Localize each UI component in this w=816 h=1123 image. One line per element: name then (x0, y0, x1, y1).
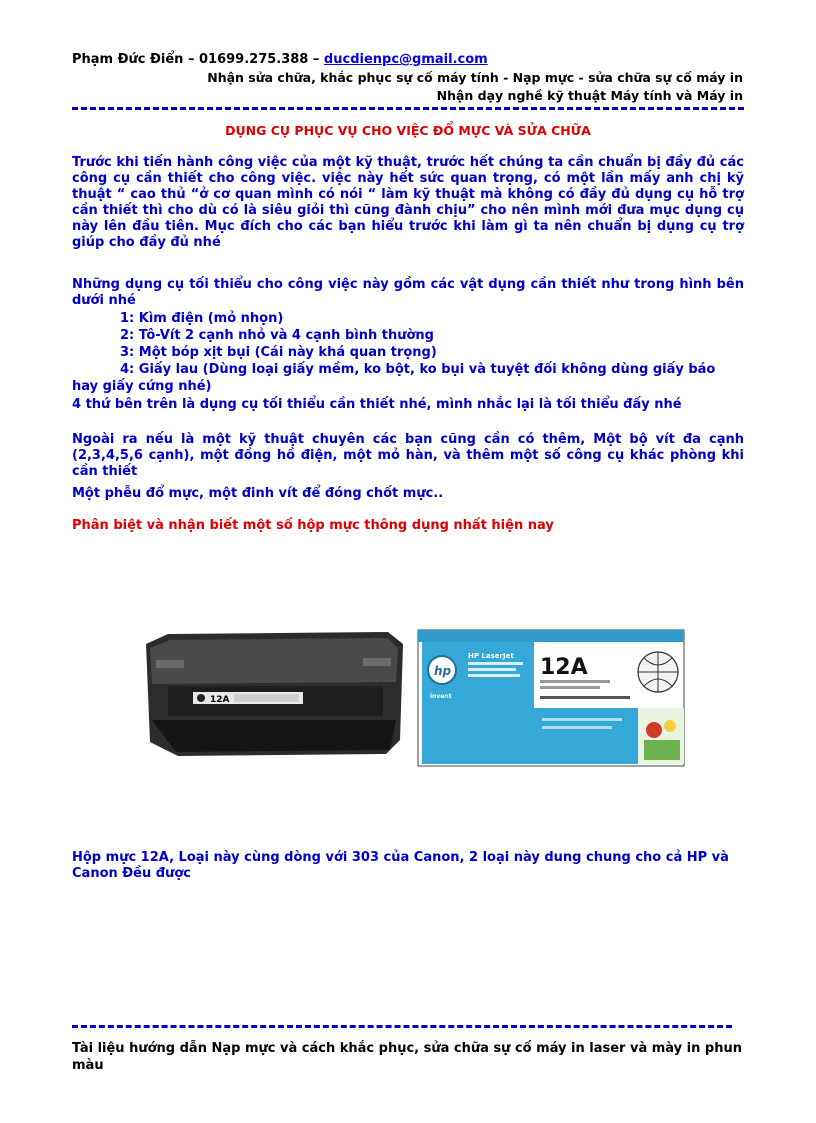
cartridge-label: 12A (210, 695, 230, 705)
intro-paragraph: Trước khi tiến hành công việc của một kỹ thuật, trước hết chúng ta cần chuẩn bị đầy đủ các công cụ cần thiết cho công việc. việc này hết sức quan trọng, có một lần mấy anh chị kỹ thuật “ cao thủ “ở cơ quan mình có nói “ làm kỹ thuật mà không có đầy đủ dụng cụ hỗ trợ cần thiết thì cho dù có là siêu giỏi thì cũng đành chịu” cho nên mình mới đưa mục dụng cụ này lên đầu tiên. Mục đích cho các bạn hiểu trước khi làm gì ta nên chuẩn bị dụng cụ trợ giúp cho đầy đủ nhé (72, 155, 744, 250)
services-line: Nhận sửa chữa, khắc phục sự cố máy tính - Nạp mực - sửa chữa sự cố máy in (207, 70, 743, 85)
email-link[interactable]: ducdienpc@gmail.com (323, 52, 488, 67)
section-heading: Phân biệt và nhận biết một số hộp mực thông dụng nhất hiện nay (72, 518, 554, 533)
toner-cartridge (146, 632, 403, 756)
separator-bottom (72, 1025, 732, 1031)
extra-tools-line: Một phễu đổ mực, một đinh vít để đóng chốt mực.. (72, 486, 444, 501)
author-line (72, 52, 488, 67)
cartridge-image (138, 622, 688, 772)
footer-text: Tài liệu hướng dẫn Nạp mực và cách khắc phục, sửa chữa sự cố máy in laser và mày in phun màu (72, 1041, 742, 1073)
box-brand: HP LaserJet (468, 652, 514, 660)
author-name-phone: Phạm Đức Điển – 01699.275.388 – (72, 52, 324, 67)
tool-item-3: 3: Một bóp xịt bụi (Cái này khá quan trọng) (120, 345, 437, 360)
tool-item-2: 2: Tô-Vít 2 cạnh nhỏ và 4 cạnh bình thường (120, 328, 434, 343)
cartridge-illustration (138, 622, 688, 772)
page-title: DỤNG CỤ PHỤC VỤ CHO VIỆC ĐỔ MỰC VÀ SỬA CHỮA (225, 123, 591, 138)
teaching-line: Nhận dạy nghề kỹ thuật Máy tính và Máy in (436, 88, 743, 103)
separator-top (72, 107, 744, 113)
toner-box (418, 630, 684, 766)
extra-tools-paragraph: Ngoài ra nếu là một kỹ thuật chuyên các bạn cũng cần có thêm, Một bộ vít đa cạnh (2,3,4,5,6 cạnh), một đồng hồ điện, một mỏ hàn, và thêm một số công cụ khác phòng khi cần thiết (72, 432, 744, 479)
tool-item-4-continued: hay giấy cứng nhé) (72, 379, 212, 394)
tool-item-4: 4: Giấy lau (Dùng loại giấy mềm, ko bột, ko bụi và tuyệt đối không dùng giấy báo (120, 362, 716, 377)
tool-item-1: 1: Kìm điện (mỏ nhọn) (120, 311, 284, 326)
box-label: 12A (540, 655, 588, 680)
box-invent: invent (430, 693, 452, 700)
tools-note: 4 thứ bên trên là dụng cụ tối thiểu cần thiết nhé, mình nhắc lại là tối thiểu đấy nhé (72, 397, 682, 412)
hp-logo: hp (434, 664, 452, 678)
image-caption: Hộp mực 12A, Loại này cùng dòng với 303 của Canon, 2 loại này dung chung cho cả HP và Canon Đều được (72, 850, 729, 881)
tools-intro: Những dụng cụ tối thiểu cho công việc này gồm các vật dụng cần thiết như trong hình bên dưới nhé (72, 277, 744, 308)
